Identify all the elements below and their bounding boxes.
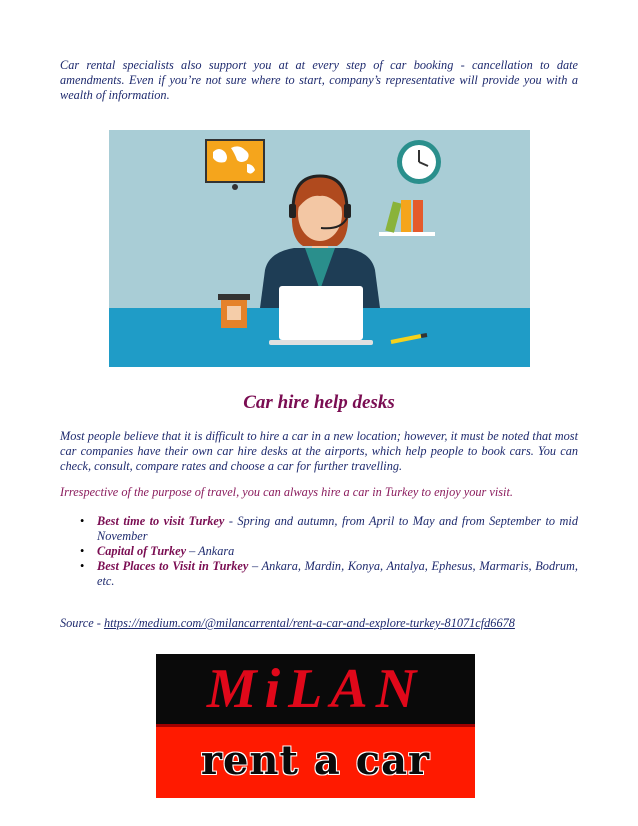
facts-list (60, 514, 578, 589)
bullet-icon: • (80, 559, 85, 573)
logo-top-band (156, 654, 475, 724)
list-item (60, 544, 578, 559)
logo-bottom-band (156, 724, 475, 798)
bullet-icon: • (80, 514, 85, 528)
wall-clock-icon (397, 140, 441, 184)
laptop-icon (269, 286, 373, 345)
list-item-key: Capital of Turkey (97, 544, 187, 558)
milan-rent-a-car-logo (156, 654, 475, 798)
list-item (60, 514, 578, 544)
world-map-icon (206, 140, 264, 190)
bullet-icon: • (80, 544, 85, 558)
source-line (60, 616, 515, 631)
support-agent-illustration (109, 130, 530, 367)
source-link[interactable]: https://medium.com/@milancarrental/rent-a-car-and-explore-turkey-81071cfd6678 (103, 616, 515, 630)
source-label: Source - (60, 616, 104, 630)
list-item (60, 559, 578, 589)
list-item-key: Best time to visit Turkey (97, 514, 225, 528)
purpose-paragraph: Irrespective of the purpose of travel, you can always hire a car in Turkey to enjoy your visit. (60, 485, 513, 499)
logo-tagline-text: rent a car (200, 737, 431, 784)
desks-paragraph: Most people believe that it is difficult to hire a car in a new location; however, it must be noted that most car companies have their own car hire desks at the airports, which help people to book cars. You can check, consult, compare rates and choose a car for further travelling. (60, 429, 578, 473)
list-item-text: – Ankara, Mardin, Konya, Antalya, Ephesus, Marmaris, Bodrum, etc. (97, 559, 578, 588)
list-item-text: - Spring and autumn, from April to May and from September to mid November (97, 514, 578, 543)
list-item-key: Best Places to Visit in Turkey (97, 559, 249, 573)
intro-paragraph: Car rental specialists also support you at at every step of car booking - cancellation to date amendments. Even if you’re not sure where to start, company’s representative will provide you with a wealth of information. (60, 58, 578, 102)
section-heading: Car hire help desks (243, 392, 395, 413)
coffee-cup-icon (218, 294, 250, 328)
list-item-text: – Ankara (186, 544, 235, 558)
logo-brand-text: MiLAN (206, 658, 425, 720)
